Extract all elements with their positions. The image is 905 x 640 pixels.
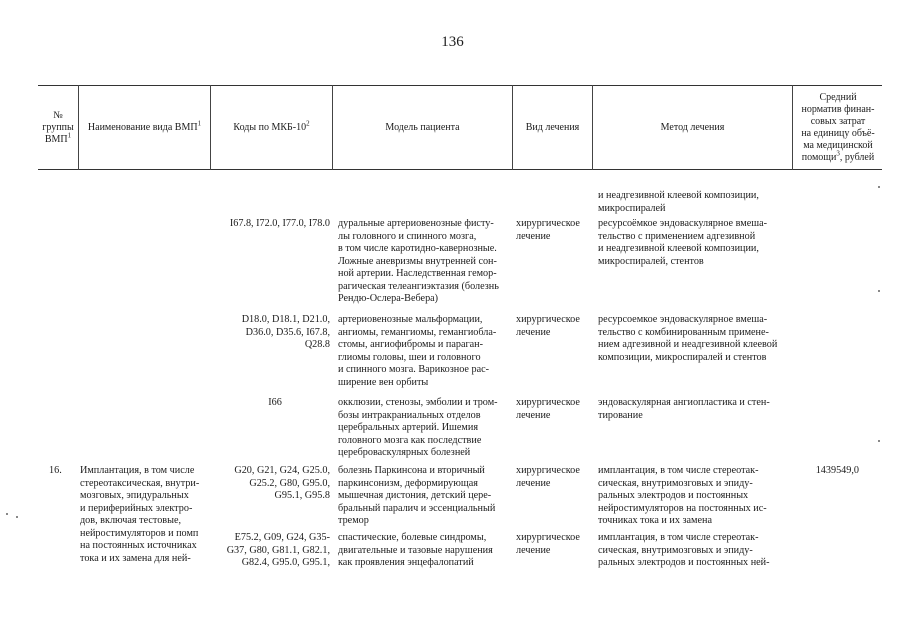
row-4-treatment: хирургическое лечение — [516, 465, 580, 489]
header-cost-text: Средний норматив финан- совых затрат на единицу объё- ма медицинской помощи — [801, 91, 875, 163]
row-3-model: окклюзии, стенозы, эмболии и тром- бозы интракраниальных отделов церебральных артерий. Ишемия головного мозга как последствие цереброваскулярных болезней — [338, 397, 498, 458]
header-cost-unit: , рублей — [839, 151, 875, 163]
row-2-codes: D18.0, D18.1, D21.0, D36.0, D35.6, I67.8, Q28.8 — [241, 314, 330, 350]
row-3-treatment: хирургическое лечение — [516, 397, 580, 421]
row-1-method: ресурсоёмкое эндоваскулярное вмеша- тельство с применением адгезивной и неадгезивной клеевой композиции, микроспиралей, стентов — [598, 218, 767, 267]
row-2-model: артериовенозные мальформации, ангиомы, гемангиомы, гемангиобла- стомы, ангиофибромы и параган- глиомы головы, шеи и головного и спинного мозга. Варикозное рас- ширение вен орбиты — [338, 314, 497, 388]
scan-speck — [6, 513, 8, 515]
header-codes — [211, 86, 332, 169]
page-number: 136 — [441, 34, 464, 50]
row-2-treatment: хирургическое лечение — [516, 314, 580, 338]
scan-speck — [878, 290, 880, 292]
row-5-codes: E75.2, G09, G24, G35- G37, G80, G81.1, G82.1, G82.4, G95.0, G95.1, — [226, 532, 330, 568]
scan-speck — [16, 516, 18, 518]
header-codes-text: Коды по МКБ-10 — [233, 121, 307, 133]
row-4-codes: G20, G21, G24, G25.0, G25.2, G80, G95.0, G95.1, G95.8 — [234, 465, 330, 501]
header-group-footnote: 1 — [67, 131, 72, 140]
header-name-text: Наименование вида ВМП — [87, 121, 198, 133]
row-5-model: спастические, болевые синдромы, двигательные и тазовые нарушения как проявления энцефалопатий — [338, 532, 493, 568]
row-3-codes: I66 — [268, 397, 282, 408]
row-4-model: болезнь Паркинсона и вторичный паркинсонизм, деформирующая мышечная дистония, детский цере- бральный паралич и эссенциальный тремор — [338, 465, 496, 526]
row-4-name: Имплантация, в том числе стереотаксическая, внутри- мозговых, эпидуральных и периферийных электро- дов, включая тестовые, нейростимуляторов и помп на постоянных источниках тока и их замена для ней- — [80, 465, 200, 564]
row-5-treatment: хирургическое лечение — [516, 532, 580, 556]
header-name — [79, 86, 210, 169]
table-header-rule — [38, 169, 882, 170]
header-group — [38, 86, 78, 169]
row-4-group: 16. — [49, 465, 62, 476]
header-method-text: Метод лечения — [660, 121, 725, 133]
row-3-method: эндоваскулярная ангиопластика и стен- тирование — [598, 397, 770, 421]
row-4-cost: 1439549,0 — [815, 465, 859, 476]
header-cost-footnote: 3 — [836, 149, 840, 158]
header-codes-footnote: 2 — [306, 119, 310, 128]
header-model — [333, 86, 512, 169]
header-group-text: № группы ВМП — [42, 109, 74, 145]
row-1-codes: I67.8, I72.0, I77.0, I78.0 — [229, 218, 330, 229]
header-model-text: Модель пациента — [385, 121, 460, 133]
row-0-method: и неадгезивной клеевой композиции, микроспиралей — [598, 190, 759, 214]
header-method — [593, 86, 792, 169]
header-treatment — [513, 86, 592, 169]
row-2-method: ресурсоемкое эндоваскулярное вмеша- тельство с комбинированным примене- нием адгезивной и неадгезивной клеевой композиции, микроспиралей и стентов — [598, 314, 778, 363]
row-4-method: имплантация, в том числе стереотак- сическая, внутримозговых и эпиду- ральных электродов и постоянных нейростимуляторов на постоянных ис- точниках тока и их замена — [598, 465, 767, 526]
header-treatment-text: Вид лечения — [525, 121, 580, 133]
scan-speck — [878, 186, 880, 188]
row-5-method: имплантация, в том числе стереотак- сическая, внутримозговых и эпиду- ральных электродов и постоянных ней- — [598, 532, 770, 568]
header-cost — [793, 86, 883, 169]
header-name-footnote: 1 — [197, 119, 202, 128]
scan-speck — [878, 440, 880, 442]
row-1-treatment: хирургическое лечение — [516, 218, 580, 242]
row-1-model: дуральные артериовенозные фисту- лы головного и спинного мозга, в том числе каротидно-кавернозные. Ложные аневризмы внутренней сон- ной артерии. Наследственная гемор- рагическая телеангиэктазия (болезнь Рендю-Ослера-Вебера) — [338, 218, 499, 304]
